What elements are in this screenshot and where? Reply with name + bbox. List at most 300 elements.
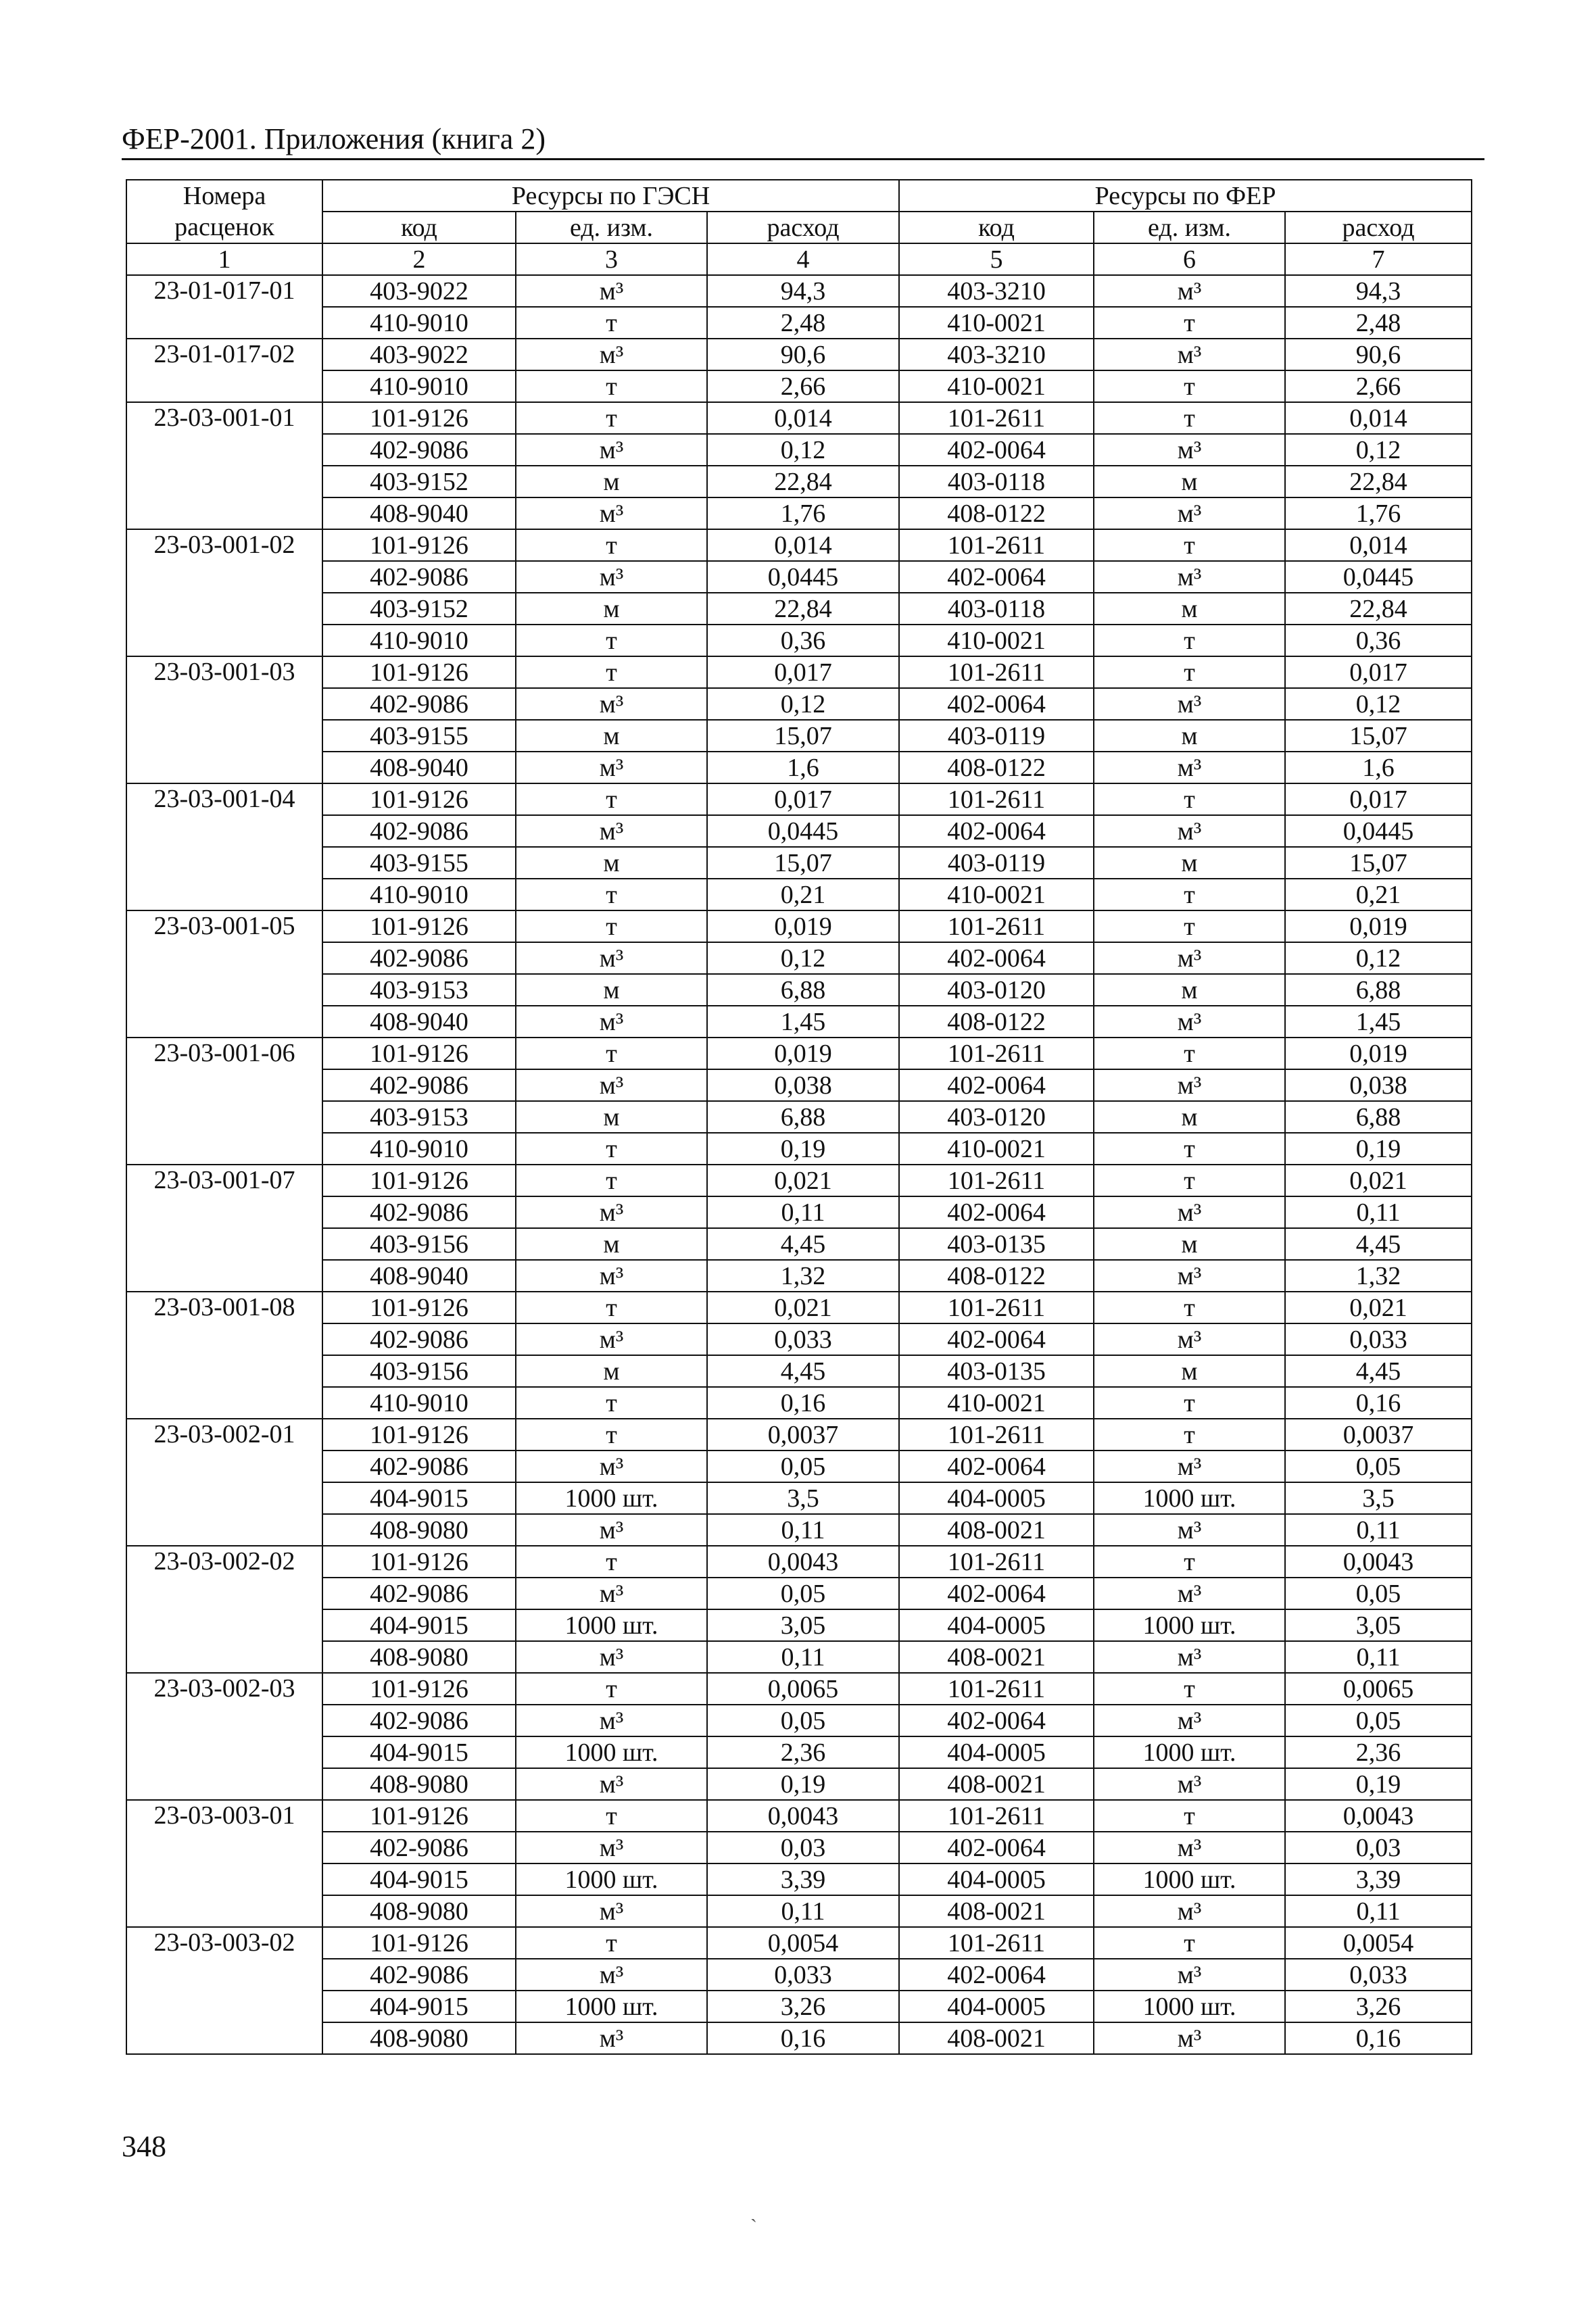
gesn-unit-cell: м³ bbox=[516, 1006, 707, 1038]
gesn-qty-header: расход bbox=[707, 212, 899, 243]
fer-unit-cell: м³ bbox=[1094, 1832, 1285, 1863]
fer-unit-cell: м³ bbox=[1094, 1768, 1285, 1800]
gesn-code-cell: 101-9126 bbox=[322, 656, 516, 688]
gesn-qty-cell: 0,019 bbox=[707, 1038, 899, 1069]
rate-number-cell: 23-01-017-02 bbox=[126, 339, 322, 370]
fer-unit-cell: м³ bbox=[1094, 1069, 1285, 1101]
fer-code-cell: 402-0064 bbox=[899, 942, 1094, 974]
gesn-unit-cell: м bbox=[516, 1101, 707, 1133]
fer-code-cell: 410-0021 bbox=[899, 370, 1094, 402]
table-row bbox=[126, 529, 1472, 561]
table-row bbox=[126, 1355, 1472, 1387]
table-row bbox=[126, 1736, 1472, 1768]
fer-qty-cell: 0,0054 bbox=[1285, 1927, 1472, 1959]
gesn-qty-cell: 1,6 bbox=[707, 752, 899, 783]
fer-code-cell: 408-0021 bbox=[899, 2022, 1094, 2054]
fer-unit-cell: м³ bbox=[1094, 1260, 1285, 1292]
gesn-code-cell: 410-9010 bbox=[322, 1133, 516, 1165]
rate-number-cell bbox=[126, 1006, 322, 1038]
gesn-code-cell: 408-9080 bbox=[322, 1895, 516, 1927]
fer-unit-cell: т bbox=[1094, 910, 1285, 942]
table-row bbox=[126, 1895, 1472, 1927]
gesn-qty-cell: 3,26 bbox=[707, 1991, 899, 2022]
rate-number-cell bbox=[126, 1228, 322, 1260]
table-row bbox=[126, 1038, 1472, 1069]
gesn-unit-cell: м³ bbox=[516, 339, 707, 370]
table-row bbox=[126, 1641, 1472, 1673]
gesn-unit-cell: 1000 шт. bbox=[516, 1482, 707, 1514]
rate-number-cell bbox=[126, 1895, 322, 1927]
rate-number-cell bbox=[126, 1705, 322, 1736]
fer-unit-cell: м³ bbox=[1094, 1959, 1285, 1991]
table-row bbox=[126, 2022, 1472, 2054]
fer-qty-cell: 3,39 bbox=[1285, 1863, 1472, 1895]
fer-code-cell: 403-0118 bbox=[899, 593, 1094, 625]
rate-number-cell bbox=[126, 688, 322, 720]
gesn-qty-cell: 0,05 bbox=[707, 1578, 899, 1609]
rate-number-cell bbox=[126, 1482, 322, 1514]
gesn-code-cell: 101-9126 bbox=[322, 1673, 516, 1705]
fer-code-cell: 403-0119 bbox=[899, 720, 1094, 752]
rate-number-cell: 23-03-003-01 bbox=[126, 1800, 322, 1832]
fer-code-cell: 403-0120 bbox=[899, 974, 1094, 1006]
gesn-qty-cell: 0,021 bbox=[707, 1165, 899, 1196]
fer-unit-cell: 1000 шт. bbox=[1094, 1736, 1285, 1768]
gesn-qty-cell: 0,0037 bbox=[707, 1419, 899, 1451]
gesn-unit-header: ед. изм. bbox=[516, 212, 707, 243]
fer-unit-cell: т bbox=[1094, 529, 1285, 561]
fer-code-cell: 402-0064 bbox=[899, 1069, 1094, 1101]
table-row bbox=[126, 1323, 1472, 1355]
table-row bbox=[126, 752, 1472, 783]
fer-unit-cell: м³ bbox=[1094, 688, 1285, 720]
fer-code-cell: 402-0064 bbox=[899, 1705, 1094, 1736]
fer-unit-cell: т bbox=[1094, 656, 1285, 688]
table-row bbox=[126, 497, 1472, 529]
rate-number-cell bbox=[126, 1736, 322, 1768]
fer-qty-cell: 0,038 bbox=[1285, 1069, 1472, 1101]
fer-unit-header: ед. изм. bbox=[1094, 212, 1285, 243]
rate-number-cell bbox=[126, 1323, 322, 1355]
rate-number-cell bbox=[126, 561, 322, 593]
fer-qty-cell: 15,07 bbox=[1285, 720, 1472, 752]
gesn-unit-cell: т bbox=[516, 1546, 707, 1578]
fer-unit-cell: т bbox=[1094, 1800, 1285, 1832]
fer-unit-cell: м³ bbox=[1094, 1323, 1285, 1355]
gesn-code-cell: 402-9086 bbox=[322, 942, 516, 974]
table-row bbox=[126, 1387, 1472, 1419]
gesn-code-cell: 402-9086 bbox=[322, 1705, 516, 1736]
fer-unit-cell: т bbox=[1094, 1038, 1285, 1069]
gesn-code-cell: 403-9156 bbox=[322, 1355, 516, 1387]
fer-qty-cell: 0,05 bbox=[1285, 1578, 1472, 1609]
fer-code-cell: 408-0122 bbox=[899, 1006, 1094, 1038]
rate-number-cell: 23-03-001-06 bbox=[126, 1038, 322, 1069]
fer-qty-cell: 2,66 bbox=[1285, 370, 1472, 402]
gesn-unit-cell: м³ bbox=[516, 1069, 707, 1101]
fer-code-cell: 402-0064 bbox=[899, 561, 1094, 593]
table-row bbox=[126, 1419, 1472, 1451]
fer-qty-cell: 6,88 bbox=[1285, 974, 1472, 1006]
table-row bbox=[126, 593, 1472, 625]
rate-number-cell bbox=[126, 1451, 322, 1482]
table-row bbox=[126, 402, 1472, 434]
gesn-unit-cell: т bbox=[516, 1165, 707, 1196]
table-row bbox=[126, 1451, 1472, 1482]
rate-number-cell bbox=[126, 2022, 322, 2054]
gesn-unit-cell: м bbox=[516, 466, 707, 497]
fer-qty-cell: 0,033 bbox=[1285, 1959, 1472, 1991]
gesn-unit-cell: т bbox=[516, 1673, 707, 1705]
gesn-qty-cell: 0,12 bbox=[707, 434, 899, 466]
gesn-code-cell: 408-9040 bbox=[322, 1260, 516, 1292]
gesn-code-cell: 402-9086 bbox=[322, 434, 516, 466]
gesn-qty-cell: 0,11 bbox=[707, 1514, 899, 1546]
fer-qty-cell: 90,6 bbox=[1285, 339, 1472, 370]
fer-code-cell: 402-0064 bbox=[899, 434, 1094, 466]
fer-code-cell: 408-0021 bbox=[899, 1514, 1094, 1546]
gesn-code-cell: 408-9040 bbox=[322, 497, 516, 529]
resources-table bbox=[126, 179, 1472, 2055]
gesn-qty-cell: 1,32 bbox=[707, 1260, 899, 1292]
rate-number-cell bbox=[126, 1832, 322, 1863]
fer-qty-cell: 1,76 bbox=[1285, 497, 1472, 529]
gesn-code-cell: 404-9015 bbox=[322, 1991, 516, 2022]
running-header: ФЕР-2001. Приложения (книга 2) bbox=[122, 122, 546, 155]
gesn-code-cell: 101-9126 bbox=[322, 1292, 516, 1323]
gesn-qty-cell: 0,0065 bbox=[707, 1673, 899, 1705]
gesn-unit-cell: т bbox=[516, 1292, 707, 1323]
fer-unit-cell: 1000 шт. bbox=[1094, 1609, 1285, 1641]
rate-number-cell bbox=[126, 466, 322, 497]
gesn-code-cell: 402-9086 bbox=[322, 1323, 516, 1355]
gesn-code-cell: 402-9086 bbox=[322, 815, 516, 847]
fer-code-cell: 101-2611 bbox=[899, 1546, 1094, 1578]
gesn-qty-cell: 0,12 bbox=[707, 688, 899, 720]
gesn-qty-cell: 0,19 bbox=[707, 1133, 899, 1165]
table-row bbox=[126, 1292, 1472, 1323]
gesn-qty-cell: 22,84 bbox=[707, 593, 899, 625]
fer-qty-cell: 0,019 bbox=[1285, 910, 1472, 942]
fer-code-cell: 403-3210 bbox=[899, 339, 1094, 370]
gesn-code-cell: 410-9010 bbox=[322, 1387, 516, 1419]
gesn-qty-cell: 90,6 bbox=[707, 339, 899, 370]
rate-number-cell: 23-03-001-03 bbox=[126, 656, 322, 688]
gesn-qty-cell: 0,05 bbox=[707, 1705, 899, 1736]
gesn-code-cell: 402-9086 bbox=[322, 1959, 516, 1991]
fer-unit-cell: т bbox=[1094, 625, 1285, 656]
fer-code-cell: 404-0005 bbox=[899, 1991, 1094, 2022]
gesn-qty-cell: 0,12 bbox=[707, 942, 899, 974]
gesn-code-cell: 101-9126 bbox=[322, 783, 516, 815]
fer-qty-cell: 1,6 bbox=[1285, 752, 1472, 783]
gesn-code-cell: 403-9155 bbox=[322, 847, 516, 879]
gesn-code-cell: 402-9086 bbox=[322, 1451, 516, 1482]
gesn-code-cell: 408-9040 bbox=[322, 1006, 516, 1038]
gesn-qty-cell: 0,03 bbox=[707, 1832, 899, 1863]
fer-qty-cell: 0,11 bbox=[1285, 1514, 1472, 1546]
gesn-code-cell: 408-9080 bbox=[322, 1768, 516, 1800]
gesn-qty-cell: 4,45 bbox=[707, 1355, 899, 1387]
gesn-qty-cell: 0,11 bbox=[707, 1196, 899, 1228]
gesn-group-header: Ресурсы по ГЭСН bbox=[322, 180, 899, 212]
gesn-unit-cell: т bbox=[516, 783, 707, 815]
gesn-code-cell: 403-9153 bbox=[322, 1101, 516, 1133]
gesn-code-cell: 410-9010 bbox=[322, 625, 516, 656]
fer-code-cell: 101-2611 bbox=[899, 656, 1094, 688]
fer-unit-cell: м bbox=[1094, 974, 1285, 1006]
gesn-qty-cell: 15,07 bbox=[707, 847, 899, 879]
gesn-unit-cell: т bbox=[516, 910, 707, 942]
fer-qty-cell: 0,0037 bbox=[1285, 1419, 1472, 1451]
fer-code-cell: 408-0122 bbox=[899, 1260, 1094, 1292]
table-row bbox=[126, 1006, 1472, 1038]
gesn-unit-cell: м³ bbox=[516, 1196, 707, 1228]
column-number: 1 bbox=[126, 243, 322, 275]
rate-number-cell bbox=[126, 434, 322, 466]
gesn-code-cell: 403-9155 bbox=[322, 720, 516, 752]
table-row bbox=[126, 688, 1472, 720]
fer-qty-cell: 22,84 bbox=[1285, 593, 1472, 625]
fer-qty-cell: 2,48 bbox=[1285, 307, 1472, 339]
page-number: 348 bbox=[122, 2130, 166, 2163]
fer-code-cell: 403-0135 bbox=[899, 1228, 1094, 1260]
fer-code-cell: 402-0064 bbox=[899, 1196, 1094, 1228]
fer-qty-cell: 0,11 bbox=[1285, 1641, 1472, 1673]
table-row bbox=[126, 625, 1472, 656]
gesn-unit-cell: м³ bbox=[516, 434, 707, 466]
gesn-code-cell: 402-9086 bbox=[322, 1832, 516, 1863]
table-row bbox=[126, 783, 1472, 815]
fer-unit-cell: т bbox=[1094, 1673, 1285, 1705]
gesn-unit-cell: м³ bbox=[516, 497, 707, 529]
fer-qty-cell: 3,5 bbox=[1285, 1482, 1472, 1514]
fer-code-cell: 404-0005 bbox=[899, 1482, 1094, 1514]
table-row bbox=[126, 1863, 1472, 1895]
gesn-unit-cell: 1000 шт. bbox=[516, 1991, 707, 2022]
fer-qty-cell: 4,45 bbox=[1285, 1228, 1472, 1260]
rate-number-cell bbox=[126, 1959, 322, 1991]
table-row bbox=[126, 942, 1472, 974]
rate-number-cell bbox=[126, 1991, 322, 2022]
gesn-unit-cell: т bbox=[516, 1927, 707, 1959]
gesn-unit-cell: м³ bbox=[516, 1323, 707, 1355]
rate-numbers-header-cont: расценок bbox=[126, 212, 322, 243]
fer-qty-cell: 6,88 bbox=[1285, 1101, 1472, 1133]
gesn-code-cell: 101-9126 bbox=[322, 402, 516, 434]
gesn-code-cell: 402-9086 bbox=[322, 688, 516, 720]
fer-code-cell: 410-0021 bbox=[899, 1387, 1094, 1419]
fer-unit-cell: м bbox=[1094, 847, 1285, 879]
gesn-unit-cell: м³ bbox=[516, 1895, 707, 1927]
fer-code-cell: 101-2611 bbox=[899, 1038, 1094, 1069]
table-row bbox=[126, 1609, 1472, 1641]
rate-number-cell bbox=[126, 974, 322, 1006]
fer-qty-cell: 1,32 bbox=[1285, 1260, 1472, 1292]
gesn-code-cell: 101-9126 bbox=[322, 1800, 516, 1832]
fer-unit-cell: т bbox=[1094, 1292, 1285, 1323]
gesn-code-cell: 404-9015 bbox=[322, 1609, 516, 1641]
gesn-unit-cell: м³ bbox=[516, 1705, 707, 1736]
rate-number-cell: 23-03-001-08 bbox=[126, 1292, 322, 1323]
table-row bbox=[126, 879, 1472, 910]
column-number: 2 bbox=[322, 243, 516, 275]
fer-code-cell: 410-0021 bbox=[899, 307, 1094, 339]
fer-unit-cell: м³ bbox=[1094, 2022, 1285, 2054]
fer-code-cell: 101-2611 bbox=[899, 529, 1094, 561]
fer-qty-cell: 0,0445 bbox=[1285, 815, 1472, 847]
fer-unit-cell: 1000 шт. bbox=[1094, 1991, 1285, 2022]
gesn-unit-cell: м³ bbox=[516, 942, 707, 974]
gesn-unit-cell: 1000 шт. bbox=[516, 1863, 707, 1895]
gesn-qty-cell: 0,11 bbox=[707, 1895, 899, 1927]
fer-qty-cell: 0,021 bbox=[1285, 1165, 1472, 1196]
fer-code-cell: 404-0005 bbox=[899, 1736, 1094, 1768]
fer-qty-cell: 0,12 bbox=[1285, 434, 1472, 466]
gesn-unit-cell: м³ bbox=[516, 1578, 707, 1609]
gesn-qty-cell: 0,0445 bbox=[707, 561, 899, 593]
rate-number-cell: 23-03-001-01 bbox=[126, 402, 322, 434]
fer-unit-cell: м bbox=[1094, 466, 1285, 497]
fer-unit-cell: т bbox=[1094, 1133, 1285, 1165]
gesn-qty-cell: 6,88 bbox=[707, 974, 899, 1006]
gesn-code-cell: 403-9152 bbox=[322, 466, 516, 497]
gesn-qty-cell: 0,16 bbox=[707, 2022, 899, 2054]
table-row bbox=[126, 1069, 1472, 1101]
gesn-qty-cell: 2,48 bbox=[707, 307, 899, 339]
fer-qty-cell: 0,16 bbox=[1285, 1387, 1472, 1419]
gesn-qty-cell: 1,45 bbox=[707, 1006, 899, 1038]
gesn-qty-cell: 0,038 bbox=[707, 1069, 899, 1101]
fer-unit-cell: т bbox=[1094, 1419, 1285, 1451]
table-row bbox=[126, 1514, 1472, 1546]
gesn-unit-cell: м³ bbox=[516, 1832, 707, 1863]
rate-number-cell: 23-03-001-02 bbox=[126, 529, 322, 561]
fer-unit-cell: м³ bbox=[1094, 1006, 1285, 1038]
gesn-qty-cell: 0,0043 bbox=[707, 1546, 899, 1578]
gesn-qty-cell: 22,84 bbox=[707, 466, 899, 497]
table-row bbox=[126, 1546, 1472, 1578]
gesn-qty-cell: 15,07 bbox=[707, 720, 899, 752]
rate-number-cell bbox=[126, 1196, 322, 1228]
rate-number-cell bbox=[126, 1069, 322, 1101]
fer-qty-cell: 1,45 bbox=[1285, 1006, 1472, 1038]
rate-number-cell: 23-03-002-02 bbox=[126, 1546, 322, 1578]
table-row bbox=[126, 1959, 1472, 1991]
fer-unit-cell: м³ bbox=[1094, 1641, 1285, 1673]
fer-code-cell: 403-0119 bbox=[899, 847, 1094, 879]
fer-qty-cell: 0,0445 bbox=[1285, 561, 1472, 593]
fer-qty-cell: 0,019 bbox=[1285, 1038, 1472, 1069]
table-row bbox=[126, 720, 1472, 752]
gesn-unit-cell: м³ bbox=[516, 1451, 707, 1482]
fer-code-cell: 410-0021 bbox=[899, 625, 1094, 656]
gesn-unit-cell: м³ bbox=[516, 1260, 707, 1292]
table-row bbox=[126, 910, 1472, 942]
fer-code-cell: 101-2611 bbox=[899, 1292, 1094, 1323]
rate-number-cell: 23-03-002-03 bbox=[126, 1673, 322, 1705]
rate-number-cell bbox=[126, 1355, 322, 1387]
gesn-unit-cell: 1000 шт. bbox=[516, 1736, 707, 1768]
gesn-qty-cell: 0,014 bbox=[707, 529, 899, 561]
fer-code-cell: 403-3210 bbox=[899, 275, 1094, 307]
fer-unit-cell: м³ bbox=[1094, 1514, 1285, 1546]
table-row bbox=[126, 1260, 1472, 1292]
fer-qty-cell: 0,03 bbox=[1285, 1832, 1472, 1863]
rate-number-cell bbox=[126, 593, 322, 625]
fer-code-cell: 404-0005 bbox=[899, 1863, 1094, 1895]
gesn-code-header: код bbox=[322, 212, 516, 243]
fer-unit-cell: 1000 шт. bbox=[1094, 1482, 1285, 1514]
rate-number-cell bbox=[126, 879, 322, 910]
rate-number-cell bbox=[126, 1133, 322, 1165]
gesn-qty-cell: 4,45 bbox=[707, 1228, 899, 1260]
fer-qty-cell: 0,017 bbox=[1285, 656, 1472, 688]
fer-qty-cell: 0,19 bbox=[1285, 1768, 1472, 1800]
fer-unit-cell: 1000 шт. bbox=[1094, 1863, 1285, 1895]
column-number: 5 bbox=[899, 243, 1094, 275]
table-row bbox=[126, 974, 1472, 1006]
gesn-code-cell: 402-9086 bbox=[322, 1578, 516, 1609]
rate-number-cell: 23-03-001-07 bbox=[126, 1165, 322, 1196]
fer-code-cell: 408-0021 bbox=[899, 1768, 1094, 1800]
fer-code-cell: 101-2611 bbox=[899, 783, 1094, 815]
gesn-code-cell: 410-9010 bbox=[322, 879, 516, 910]
fer-qty-cell: 3,26 bbox=[1285, 1991, 1472, 2022]
fer-unit-cell: т bbox=[1094, 1546, 1285, 1578]
gesn-qty-cell: 0,19 bbox=[707, 1768, 899, 1800]
gesn-qty-cell: 0,021 bbox=[707, 1292, 899, 1323]
fer-unit-cell: м bbox=[1094, 1228, 1285, 1260]
gesn-unit-cell: т bbox=[516, 1038, 707, 1069]
table-row bbox=[126, 1196, 1472, 1228]
gesn-unit-cell: м³ bbox=[516, 1959, 707, 1991]
gesn-unit-cell: м bbox=[516, 974, 707, 1006]
rate-number-cell: 23-03-002-01 bbox=[126, 1419, 322, 1451]
fer-qty-cell: 0,05 bbox=[1285, 1705, 1472, 1736]
table-row bbox=[126, 1705, 1472, 1736]
gesn-unit-cell: т bbox=[516, 529, 707, 561]
fer-unit-cell: м³ bbox=[1094, 1895, 1285, 1927]
rate-number-cell: 23-03-003-02 bbox=[126, 1927, 322, 1959]
fer-unit-cell: м³ bbox=[1094, 497, 1285, 529]
gesn-code-cell: 410-9010 bbox=[322, 307, 516, 339]
gesn-qty-cell: 0,11 bbox=[707, 1641, 899, 1673]
rate-number-cell bbox=[126, 1863, 322, 1895]
column-number: 3 bbox=[516, 243, 707, 275]
gesn-unit-cell: м³ bbox=[516, 1641, 707, 1673]
table-row bbox=[126, 561, 1472, 593]
gesn-unit-cell: м³ bbox=[516, 815, 707, 847]
rate-number-cell bbox=[126, 1578, 322, 1609]
fer-unit-cell: м³ bbox=[1094, 942, 1285, 974]
header-row-1 bbox=[126, 180, 1472, 212]
gesn-unit-cell: т bbox=[516, 879, 707, 910]
table-row bbox=[126, 1800, 1472, 1832]
gesn-code-cell: 408-9080 bbox=[322, 1514, 516, 1546]
fer-code-cell: 408-0122 bbox=[899, 497, 1094, 529]
table-row bbox=[126, 434, 1472, 466]
table-row bbox=[126, 1768, 1472, 1800]
gesn-qty-cell: 6,88 bbox=[707, 1101, 899, 1133]
fer-unit-cell: м bbox=[1094, 1101, 1285, 1133]
table-row bbox=[126, 370, 1472, 402]
table-row bbox=[126, 1228, 1472, 1260]
gesn-unit-cell: т bbox=[516, 625, 707, 656]
fer-unit-cell: м bbox=[1094, 1355, 1285, 1387]
column-number: 6 bbox=[1094, 243, 1285, 275]
fer-code-cell: 410-0021 bbox=[899, 879, 1094, 910]
